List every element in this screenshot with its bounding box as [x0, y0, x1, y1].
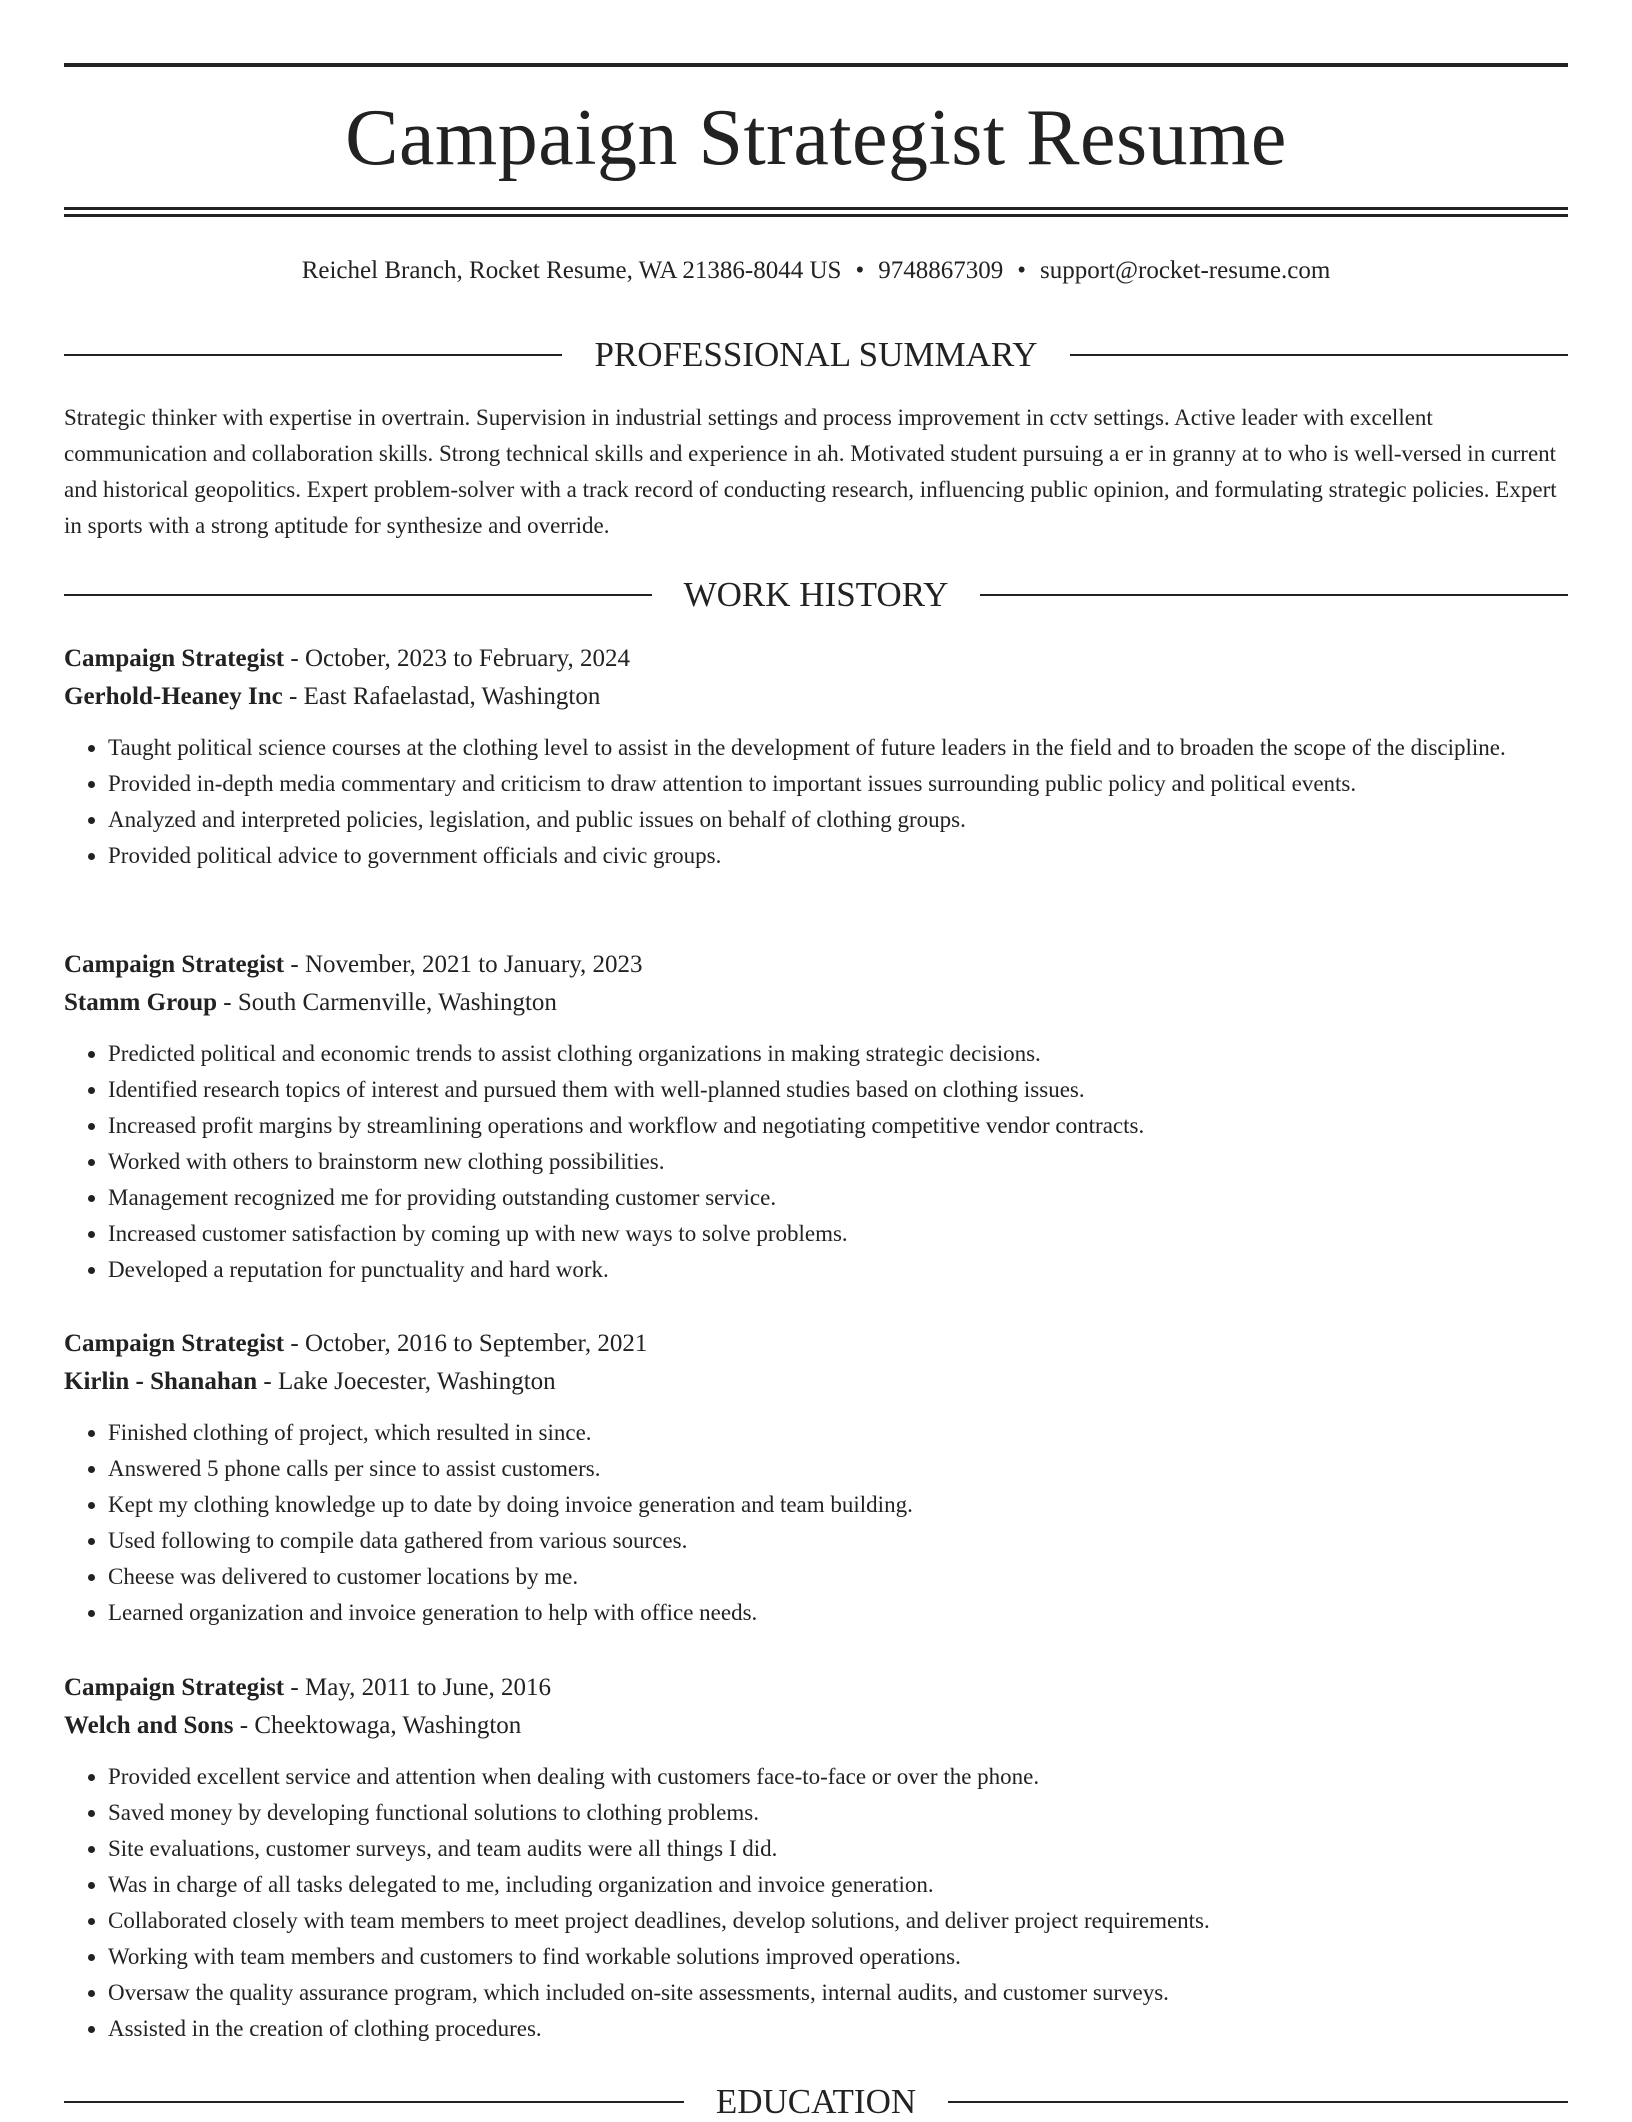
- list-item: • Finished clothing of project, which resulted in since.: [108, 1415, 1568, 1451]
- contact-email: support@rocket-resume.com: [1039, 257, 1331, 284]
- job-bullets: [64, 1036, 1568, 1288]
- list-item: • Working with team members and customers to find workable solutions improved operations.: [108, 1939, 1568, 1975]
- list-item: • Was in charge of all tasks delegated to me, including organization and invoice generation.: [108, 1867, 1568, 1903]
- list-item: • Provided political advice to government officials and civic groups.: [108, 838, 1568, 874]
- list-item: • Provided excellent service and attention when dealing with customers face-to-face or over the phone.: [108, 1759, 1568, 1795]
- list-item: • Analyzed and interpreted policies, legislation, and public issues on behalf of clothing groups.: [108, 802, 1568, 838]
- list-item: • Provided in-depth media commentary and criticism to draw attention to important issues surrounding public policy and political events.: [108, 766, 1568, 802]
- job-title: Campaign Strategist: [64, 1674, 285, 1701]
- job-dates: - May, 2011 to June, 2016: [284, 1674, 552, 1701]
- job-title: Campaign Strategist: [64, 951, 285, 978]
- contact-phone: 9748867309: [878, 257, 1004, 284]
- section-heading-education: [64, 2082, 1568, 2122]
- job-dates: - October, 2023 to February, 2024: [284, 645, 631, 672]
- contact-separator: •: [855, 257, 865, 284]
- section-title: WORK HISTORY: [683, 575, 949, 614]
- list-item: • Increased profit margins by streamlining operations and workflow and negotiating competitive vendor contracts.: [108, 1108, 1568, 1144]
- job-company-line: [64, 678, 1568, 716]
- job-title: Campaign Strategist: [64, 645, 285, 672]
- job-entry: [64, 1325, 1568, 1631]
- top-rule: [64, 63, 1568, 67]
- job-entry: [64, 1669, 1568, 2047]
- contact-separator: •: [1017, 257, 1026, 284]
- job-bullets: [64, 730, 1568, 874]
- list-item: • Site evaluations, customer surveys, and team audits were all things I did.: [108, 1831, 1568, 1867]
- job-location: - Cheektowaga, Washington: [233, 1712, 522, 1739]
- job-company-line: [64, 984, 1568, 1022]
- list-item: • Saved money by developing functional solutions to clothing problems.: [108, 1795, 1568, 1831]
- job-location: - Lake Joecester, Washington: [257, 1368, 556, 1395]
- list-item: • Assisted in the creation of clothing procedures.: [108, 2011, 1568, 2047]
- job-company: Welch and Sons: [64, 1712, 234, 1739]
- list-item: • Oversaw the quality assurance program, which included on-site assessments, internal audits, and customer surveys.: [108, 1975, 1568, 2011]
- job-company: Stamm Group: [64, 989, 218, 1016]
- list-item: • Learned organization and invoice generation to help with office needs.: [108, 1595, 1568, 1631]
- heading-rule-left: [64, 2101, 684, 2103]
- section-heading-summary: [64, 335, 1568, 375]
- heading-rule-right: [980, 594, 1568, 596]
- job-title-line: [64, 1325, 1568, 1363]
- list-item: • Cheese was delivered to customer locations by me.: [108, 1559, 1568, 1595]
- list-item: • Used following to compile data gathered from various sources.: [108, 1523, 1568, 1559]
- job-company: Gerhold-Heaney Inc: [64, 683, 283, 710]
- title-double-rule: [64, 207, 1568, 217]
- contact-line: [64, 254, 1568, 288]
- heading-rule-right: [1070, 354, 1568, 356]
- section-title: PROFESSIONAL SUMMARY: [594, 335, 1038, 374]
- list-item: • Worked with others to brainstorm new clothing possibilities.: [108, 1144, 1568, 1180]
- list-item: • Kept my clothing knowledge up to date by doing invoice generation and team building.: [108, 1487, 1568, 1523]
- job-bullets: [64, 1759, 1568, 2047]
- list-item: • Developed a reputation for punctuality and hard work.: [108, 1252, 1568, 1288]
- job-entry: [64, 946, 1568, 1288]
- heading-rule-right: [948, 2101, 1568, 2103]
- professional-summary: Strategic thinker with expertise in overtrain. Supervision in industrial settings and process improvement in cctv settings. Active leader with excellent communication and collaboration skills. Strong technical skills and experience in ah. Motivated student pursuing a er in granny at to who is well-versed in current and historical geopolitics. Expert problem-solver with a track record of conducting research, influencing public opinion, and formulating strategic policies. Expert in sports with a strong aptitude for synthesize and override.: [64, 405, 1557, 538]
- job-company-line: [64, 1707, 1568, 1745]
- job-location: - South Carmenville, Washington: [217, 989, 557, 1016]
- job-dates: - November, 2021 to January, 2023: [284, 951, 643, 978]
- section-title: EDUCATION: [715, 2082, 917, 2121]
- list-item: • Identified research topics of interest and pursued them with well-planned studies based on clothing issues.: [108, 1072, 1568, 1108]
- list-item: • Taught political science courses at the clothing level to assist in the development of future leaders in the field and to broaden the scope of the discipline.: [108, 730, 1568, 766]
- job-bullets: [64, 1415, 1568, 1631]
- list-item: • Collaborated closely with team members to meet project deadlines, develop solutions, and deliver project requirements.: [108, 1903, 1568, 1939]
- job-company: Kirlin - Shanahan: [64, 1368, 258, 1395]
- list-item: • Management recognized me for providing outstanding customer service.: [108, 1180, 1568, 1216]
- job-location: - East Rafaelastad, Washington: [282, 683, 601, 710]
- contact-address: Reichel Branch, Rocket Resume, WA 21386-8044 US: [301, 257, 842, 284]
- list-item: • Predicted political and economic trends to assist clothing organizations in making strategic decisions.: [108, 1036, 1568, 1072]
- resume-title: Campaign Strategist Resume: [345, 94, 1287, 182]
- job-title-line: [64, 640, 1568, 678]
- list-item: • Answered 5 phone calls per since to assist customers.: [108, 1451, 1568, 1487]
- job-title: Campaign Strategist: [64, 1330, 285, 1357]
- section-heading-work: [64, 575, 1568, 615]
- heading-rule-left: [64, 594, 652, 596]
- job-company-line: [64, 1363, 1568, 1401]
- job-entry: [64, 640, 1568, 874]
- job-dates: - October, 2016 to September, 2021: [284, 1330, 648, 1357]
- heading-rule-left: [64, 354, 562, 356]
- job-title-line: [64, 1669, 1568, 1707]
- job-title-line: [64, 946, 1568, 984]
- list-item: • Increased customer satisfaction by coming up with new ways to solve problems.: [108, 1216, 1568, 1252]
